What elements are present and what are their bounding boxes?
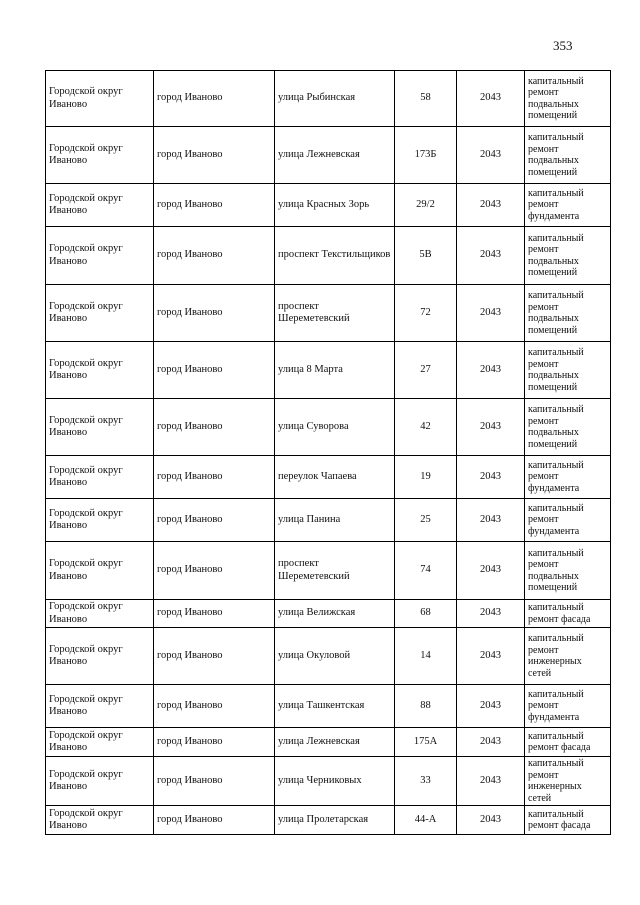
cell-house: 5В [395, 227, 457, 285]
cell-year: 2043 [457, 456, 525, 499]
table-row [46, 628, 611, 685]
cell-city: город Иваново [154, 127, 275, 184]
table-row [46, 806, 611, 835]
cell-city: город Иваново [154, 628, 275, 685]
cell-work-type: капитальный ремонт подвальных помещений [525, 285, 611, 342]
cell-okrug: Городской округ Иваново [46, 600, 154, 628]
cell-house: 175А [395, 728, 457, 757]
table-row [46, 456, 611, 499]
cell-street: улица Черниковых [275, 757, 395, 806]
cell-okrug: Городской округ Иваново [46, 542, 154, 600]
cell-year: 2043 [457, 806, 525, 835]
cell-okrug: Городской округ Иваново [46, 285, 154, 342]
cell-okrug: Городской округ Иваново [46, 184, 154, 227]
cell-okrug: Городской округ Иваново [46, 71, 154, 127]
cell-city: город Иваново [154, 342, 275, 399]
cell-house: 25 [395, 499, 457, 542]
cell-street: улица Суворова [275, 399, 395, 456]
cell-okrug: Городской округ Иваново [46, 628, 154, 685]
repair-registry-table [45, 70, 611, 835]
cell-house: 14 [395, 628, 457, 685]
cell-work-type: капитальный ремонт подвальных помещений [525, 399, 611, 456]
cell-house: 173Б [395, 127, 457, 184]
cell-year: 2043 [457, 600, 525, 628]
cell-city: город Иваново [154, 184, 275, 227]
cell-year: 2043 [457, 542, 525, 600]
table-row [46, 184, 611, 227]
cell-street: улица Рыбинская [275, 71, 395, 127]
cell-okrug: Городской округ Иваново [46, 499, 154, 542]
cell-year: 2043 [457, 227, 525, 285]
cell-year: 2043 [457, 184, 525, 227]
cell-street: улица 8 Марта [275, 342, 395, 399]
cell-house: 74 [395, 542, 457, 600]
cell-city: город Иваново [154, 399, 275, 456]
table-row [46, 285, 611, 342]
cell-work-type: капитальный ремонт фасада [525, 806, 611, 835]
cell-work-type: капитальный ремонт фундамента [525, 184, 611, 227]
cell-street: проспект Шереметевский [275, 285, 395, 342]
cell-work-type: капитальный ремонт подвальных помещений [525, 342, 611, 399]
cell-house: 72 [395, 285, 457, 342]
cell-work-type: капитальный ремонт фундамента [525, 685, 611, 728]
cell-work-type: капитальный ремонт подвальных помещений [525, 227, 611, 285]
table-row [46, 227, 611, 285]
cell-year: 2043 [457, 285, 525, 342]
cell-year: 2043 [457, 757, 525, 806]
cell-okrug: Городской округ Иваново [46, 399, 154, 456]
cell-okrug: Городской округ Иваново [46, 806, 154, 835]
cell-year: 2043 [457, 342, 525, 399]
table-row [46, 728, 611, 757]
cell-street: проспект Шереметевский [275, 542, 395, 600]
cell-street: улица Велижская [275, 600, 395, 628]
cell-house: 44-А [395, 806, 457, 835]
cell-street: переулок Чапаева [275, 456, 395, 499]
cell-year: 2043 [457, 728, 525, 757]
page-number: 353 [553, 38, 573, 53]
cell-okrug: Городской округ Иваново [46, 227, 154, 285]
cell-city: город Иваново [154, 806, 275, 835]
cell-city: город Иваново [154, 757, 275, 806]
cell-street: улица Окуловой [275, 628, 395, 685]
cell-house: 42 [395, 399, 457, 456]
cell-year: 2043 [457, 127, 525, 184]
cell-city: город Иваново [154, 542, 275, 600]
cell-year: 2043 [457, 499, 525, 542]
cell-year: 2043 [457, 399, 525, 456]
table-row [46, 757, 611, 806]
table-row [46, 71, 611, 127]
table-row [46, 342, 611, 399]
cell-work-type: капитальный ремонт фундамента [525, 456, 611, 499]
cell-year: 2043 [457, 71, 525, 127]
cell-house: 29/2 [395, 184, 457, 227]
cell-street: улица Ташкентская [275, 685, 395, 728]
cell-city: город Иваново [154, 728, 275, 757]
cell-house: 27 [395, 342, 457, 399]
table-row [46, 127, 611, 184]
cell-okrug: Городской округ Иваново [46, 685, 154, 728]
cell-work-type: капитальный ремонт подвальных помещений [525, 127, 611, 184]
table-row [46, 399, 611, 456]
cell-city: город Иваново [154, 227, 275, 285]
cell-street: улица Лежневская [275, 728, 395, 757]
cell-work-type: капитальный ремонт подвальных помещений [525, 71, 611, 127]
cell-year: 2043 [457, 628, 525, 685]
cell-city: город Иваново [154, 456, 275, 499]
table-row [46, 685, 611, 728]
cell-house: 68 [395, 600, 457, 628]
cell-city: город Иваново [154, 600, 275, 628]
cell-work-type: капитальный ремонт инженерных сетей [525, 628, 611, 685]
cell-year: 2043 [457, 685, 525, 728]
cell-street: улица Пролетарская [275, 806, 395, 835]
cell-okrug: Городской округ Иваново [46, 728, 154, 757]
cell-house: 58 [395, 71, 457, 127]
cell-okrug: Городской округ Иваново [46, 342, 154, 399]
cell-street: проспект Текстильщиков [275, 227, 395, 285]
cell-street: улица Красных Зорь [275, 184, 395, 227]
cell-house: 33 [395, 757, 457, 806]
table-row [46, 600, 611, 628]
cell-okrug: Городской округ Иваново [46, 757, 154, 806]
cell-work-type: капитальный ремонт фасада [525, 600, 611, 628]
cell-house: 19 [395, 456, 457, 499]
cell-work-type: капитальный ремонт инженерных сетей [525, 757, 611, 806]
cell-work-type: капитальный ремонт подвальных помещений [525, 542, 611, 600]
cell-street: улица Панина [275, 499, 395, 542]
cell-city: город Иваново [154, 499, 275, 542]
cell-okrug: Городской округ Иваново [46, 127, 154, 184]
cell-street: улица Лежневская [275, 127, 395, 184]
table-body [46, 71, 611, 835]
cell-city: город Иваново [154, 685, 275, 728]
table-row [46, 542, 611, 600]
cell-city: город Иваново [154, 71, 275, 127]
cell-work-type: капитальный ремонт фундамента [525, 499, 611, 542]
cell-work-type: капитальный ремонт фасада [525, 728, 611, 757]
cell-city: город Иваново [154, 285, 275, 342]
cell-okrug: Городской округ Иваново [46, 456, 154, 499]
cell-house: 88 [395, 685, 457, 728]
table-row [46, 499, 611, 542]
